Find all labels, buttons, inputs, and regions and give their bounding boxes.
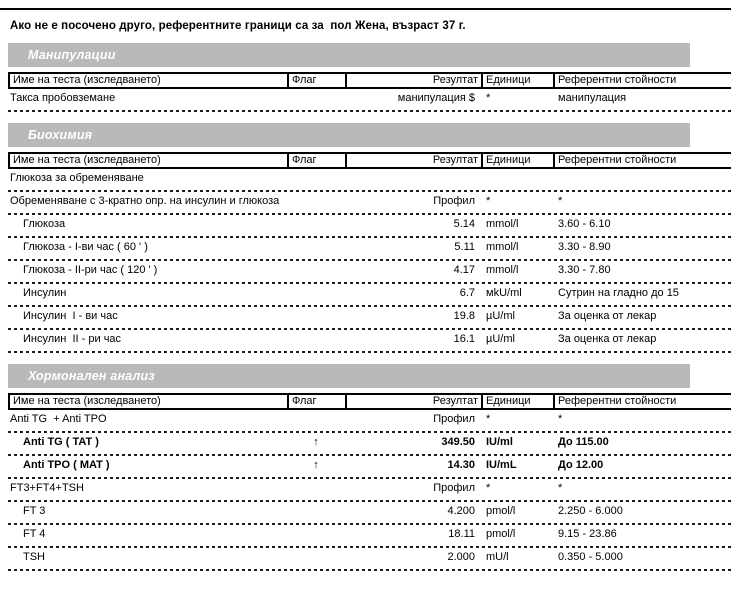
column-header-result: Резултат — [345, 395, 481, 408]
column-header-row — [8, 72, 731, 89]
test-name-cell: Anti TPO ( MAT ) — [23, 459, 110, 471]
test-name-cell: Такса пробовземане — [10, 92, 116, 104]
test-name-cell: Глюкоза — [23, 218, 66, 230]
column-header-reference: Референтни стойности — [553, 74, 731, 87]
section-title: Биохимия — [28, 128, 93, 142]
reference-note: Ако не е посочено друго, референтните граници са за пол Жена, възраст 37 г. — [10, 20, 466, 32]
column-header-row — [8, 393, 731, 410]
units-cell: * — [486, 195, 491, 207]
reference-cell: 3.60 - 6.10 — [558, 218, 611, 230]
table-row — [8, 238, 731, 259]
table-row — [8, 169, 731, 190]
result-cell: манипулация $ — [397, 92, 475, 104]
section-title: Манипулации — [28, 48, 116, 62]
top-rule — [0, 8, 731, 10]
units-cell: mmol/l — [486, 264, 519, 276]
column-header-flag: Флаг — [287, 154, 345, 167]
units-cell: * — [486, 482, 491, 494]
test-name-cell: Инсулин I - ви час — [23, 310, 118, 322]
row-divider — [8, 351, 731, 353]
reference-cell: манипулация — [558, 92, 627, 104]
column-header-row — [8, 152, 731, 169]
table-row — [8, 307, 731, 328]
result-cell: 19.8 — [453, 310, 475, 322]
table-row — [8, 89, 731, 110]
reference-cell: 3.30 - 8.90 — [558, 241, 611, 253]
result-cell: Профил — [433, 482, 475, 494]
units-cell: pmol/l — [486, 528, 516, 540]
reference-cell: 3.30 - 7.80 — [558, 264, 611, 276]
test-name-cell: Глюкоза за обременяване — [10, 172, 144, 184]
section-header-band — [8, 123, 690, 147]
units-cell: IU/mL — [486, 459, 517, 471]
units-cell: mU/l — [486, 551, 509, 563]
column-header-name: Име на теста (изследването) — [8, 154, 287, 167]
table-row — [8, 548, 731, 569]
reference-cell: Сутрин на гладно до 15 — [558, 287, 679, 299]
test-name-cell: FT 3 — [23, 505, 46, 517]
flag-cell: ↑ — [313, 459, 319, 471]
test-name-cell: Anti TG ( TAT ) — [23, 436, 99, 448]
reference-cell: 0.350 - 5.000 — [558, 551, 623, 563]
column-header-reference: Референтни стойности — [553, 154, 731, 167]
reference-cell: 2.250 - 6.000 — [558, 505, 623, 517]
column-header-name: Име на теста (изследването) — [8, 74, 287, 87]
section-header-band — [8, 364, 690, 388]
reference-cell: * — [558, 413, 563, 425]
column-header-name: Име на теста (изследването) — [8, 395, 287, 408]
test-name-cell: FT 4 — [23, 528, 46, 540]
result-cell: 5.11 — [454, 241, 475, 253]
column-header-flag: Флаг — [287, 395, 345, 408]
units-cell: µU/ml — [486, 333, 515, 345]
result-cell: 2.000 — [447, 551, 475, 563]
result-cell: 16.1 — [453, 333, 475, 345]
table-row — [8, 502, 731, 523]
flag-cell: ↑ — [313, 436, 319, 448]
result-cell: 18.11 — [448, 528, 475, 540]
test-name-cell: Обременяване с 3-кратно опр. на инсулин и глюкоза — [10, 195, 280, 207]
test-name-cell: Глюкоза - I-ви час ( 60 ' ) — [23, 241, 148, 253]
result-cell: Профил — [433, 413, 475, 425]
row-divider — [8, 569, 731, 571]
table-row — [8, 433, 731, 454]
column-header-units: Единици — [481, 154, 553, 167]
test-name-cell: Инсулин — [23, 287, 67, 299]
test-name-cell: Anti TG + Anti TPO — [10, 413, 107, 425]
row-divider — [8, 110, 731, 112]
table-row — [8, 525, 731, 546]
result-cell: 4.200 — [447, 505, 475, 517]
column-header-flag: Флаг — [287, 74, 345, 87]
reference-cell: За оценка от лекар — [558, 310, 657, 322]
column-header-units: Единици — [481, 395, 553, 408]
table-row — [8, 261, 731, 282]
units-cell: IU/ml — [486, 436, 513, 448]
result-cell: 4.17 — [453, 264, 475, 276]
test-name-cell: Глюкоза - II-ри час ( 120 ' ) — [23, 264, 158, 276]
units-cell: мkU/ml — [486, 287, 522, 299]
table-row — [8, 479, 731, 500]
reference-cell: За оценка от лекар — [558, 333, 657, 345]
units-cell: pmol/l — [486, 505, 516, 517]
report-section — [8, 364, 731, 571]
units-cell: * — [486, 413, 491, 425]
report-section — [8, 123, 731, 353]
result-cell: 5.14 — [453, 218, 475, 230]
table-row — [8, 284, 731, 305]
units-cell: mmol/l — [486, 241, 519, 253]
test-name-cell: TSH — [23, 551, 45, 563]
units-cell: mmol/l — [486, 218, 519, 230]
section-rows — [8, 169, 731, 353]
column-header-reference: Референтни стойности — [553, 395, 731, 408]
column-header-result: Резултат — [345, 74, 481, 87]
units-cell: * — [486, 92, 491, 104]
reference-cell: * — [558, 195, 563, 207]
result-cell: 6.7 — [459, 287, 475, 299]
table-row — [8, 192, 731, 213]
reference-cell: * — [558, 482, 563, 494]
reference-cell: 9.15 - 23.86 — [558, 528, 617, 540]
section-rows — [8, 89, 731, 112]
table-row — [8, 330, 731, 351]
column-header-units: Единици — [481, 74, 553, 87]
report-body — [0, 43, 731, 571]
table-row — [8, 456, 731, 477]
units-cell: µU/ml — [486, 310, 515, 322]
section-header-band — [8, 43, 690, 67]
test-name-cell: Инсулин II - ри час — [23, 333, 122, 345]
test-name-cell: FT3+FT4+TSH — [10, 482, 84, 494]
result-cell: 14.30 — [447, 459, 475, 471]
table-row — [8, 410, 731, 431]
table-row — [8, 215, 731, 236]
section-rows — [8, 410, 731, 571]
reference-cell: До 115.00 — [558, 436, 609, 448]
result-cell: 349.50 — [441, 436, 475, 448]
column-header-result: Резултат — [345, 154, 481, 167]
report-section — [8, 43, 731, 112]
reference-cell: До 12.00 — [558, 459, 604, 471]
result-cell: Профил — [433, 195, 475, 207]
section-title: Хормонален анализ — [28, 369, 155, 383]
